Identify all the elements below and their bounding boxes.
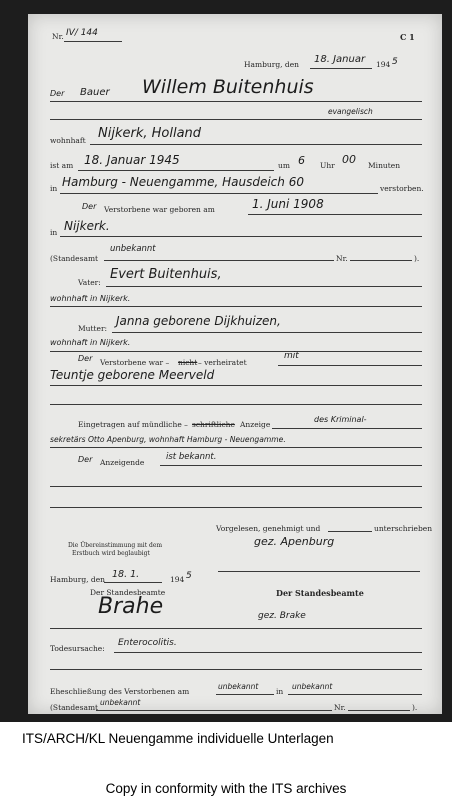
minuten-label: Minuten (368, 161, 401, 170)
registered-label-2: Anzeige (240, 420, 271, 429)
marriage-place: unbekannt (292, 682, 333, 691)
birth-place: Nijkerk. (64, 219, 110, 233)
form-code: C 1 (400, 32, 415, 42)
informant-known-label: Anzeigende (100, 458, 145, 467)
ist-am-label: ist am (50, 161, 74, 170)
um-label: um (278, 161, 290, 170)
cert-date-prefix: Hamburg, den (50, 575, 105, 584)
record-number-label: Nr. (52, 32, 64, 41)
marriage-label: Eheschließung des Verstorbenen am (50, 687, 190, 696)
registrar-signature: Brahe (98, 594, 164, 619)
nr-label-2: Nr. (334, 703, 346, 712)
in-label-1: in (50, 184, 58, 193)
deceased-name: Willem Buitenhuis (142, 76, 314, 98)
informant-known: ist bekannt. (166, 452, 217, 462)
death-certificate-page (28, 14, 442, 714)
mother-label: Mutter: (78, 324, 108, 333)
married-label-1: Verstorbene war – (100, 358, 170, 367)
mother-residence: wohnhaft in Nijkerk. (50, 338, 131, 347)
verstorben-label: verstorben. (380, 184, 424, 193)
registrar-label-right: Der Standesbeamte (276, 588, 364, 598)
nr-close-2: ). (412, 703, 418, 712)
father-name: Evert Buitenhuis, (110, 267, 222, 282)
married-struck: nicht (178, 358, 198, 367)
read-approved-label: Vorgelesen, genehmigt und (216, 524, 321, 533)
marriage-date: unbekannt (218, 682, 259, 691)
cert-date: 18. 1. (112, 569, 140, 580)
registration-year-prefix: 194 (376, 60, 391, 69)
date-prefix: Hamburg, den (244, 60, 299, 69)
registrar-label-left: Der Standesbeamte (90, 588, 166, 597)
father-label: Vater: (78, 278, 101, 287)
occupation: Bauer (80, 87, 110, 98)
cause-of-death: Enterocolitis. (118, 638, 177, 648)
wohnhaft-label: wohnhaft (50, 136, 86, 145)
father-residence: wohnhaft in Nijkerk. (50, 294, 131, 303)
archive-conformity-caption: Copy in conformity with the ITS archives (105, 781, 347, 796)
registered-struck: schriftliche (192, 420, 235, 429)
in-label-2: in (50, 228, 58, 237)
der-prefix-1: Der (50, 89, 65, 98)
nr-close: ). (414, 254, 420, 263)
standesamt-label: (Standesamt (50, 254, 99, 263)
cert-year-digit: 5 (186, 571, 192, 581)
marriage-in-label: in (276, 687, 284, 696)
death-place: Hamburg - Neuengamme, Hausdeich 60 (62, 175, 304, 189)
registered-label-1: Eingetragen auf mündliche – (78, 420, 188, 429)
standesamt-label-2: (Standesamt (50, 703, 99, 712)
nr-label: Nr. (336, 254, 348, 263)
der-prefix-3: Der (78, 354, 93, 363)
certification-line-1: Die Übereinstimmung mit dem (68, 542, 163, 549)
registration-date: 18. Januar (314, 54, 366, 65)
uhr-label: Uhr (320, 161, 335, 170)
death-hour: 6 (298, 154, 305, 167)
death-minutes: 00 (342, 153, 356, 166)
informant-signature: gez. Apenburg (254, 535, 335, 548)
signed-label: unterschrieben (374, 524, 433, 533)
der-prefix-4: Der (78, 455, 93, 464)
mother-name: Janna geborene Dijkhuizen, (116, 314, 281, 328)
archive-source-caption: ITS/ARCH/KL Neuengamme individuelle Unterlagen (22, 731, 334, 746)
cert-year-prefix: 194 (170, 575, 185, 584)
registrar-typed-name: gez. Brake (258, 611, 306, 621)
birth-date: 1. Juni 1908 (252, 197, 324, 211)
der-prefix-2: Der (82, 202, 97, 211)
death-date: 18. Januar 1945 (84, 153, 180, 167)
spouse-name: Teuntje geborene Meerveld (50, 368, 215, 382)
standesamt-value-2: unbekannt (100, 698, 141, 707)
married-mit: mit (284, 351, 299, 361)
informant-line-2: sekretärs Otto Apenburg, wohnhaft Hamburg - Neuengamme. (50, 435, 286, 444)
certification-line-2: Erstbuch wird beglaubigt (72, 550, 150, 557)
religion: evangelisch (328, 107, 373, 116)
record-number-value: IV/ 144 (66, 28, 98, 38)
born-label: Verstorbene war geboren am (104, 205, 215, 214)
informant-line-1: des Kriminal- (314, 415, 367, 424)
married-label-2: – verheiratet (198, 358, 247, 367)
cause-label: Todesursache: (50, 644, 105, 653)
standesamt-value: unbekannt (110, 244, 156, 254)
registration-year-digit: 5 (392, 57, 398, 67)
residence: Nijkerk, Holland (98, 126, 202, 141)
